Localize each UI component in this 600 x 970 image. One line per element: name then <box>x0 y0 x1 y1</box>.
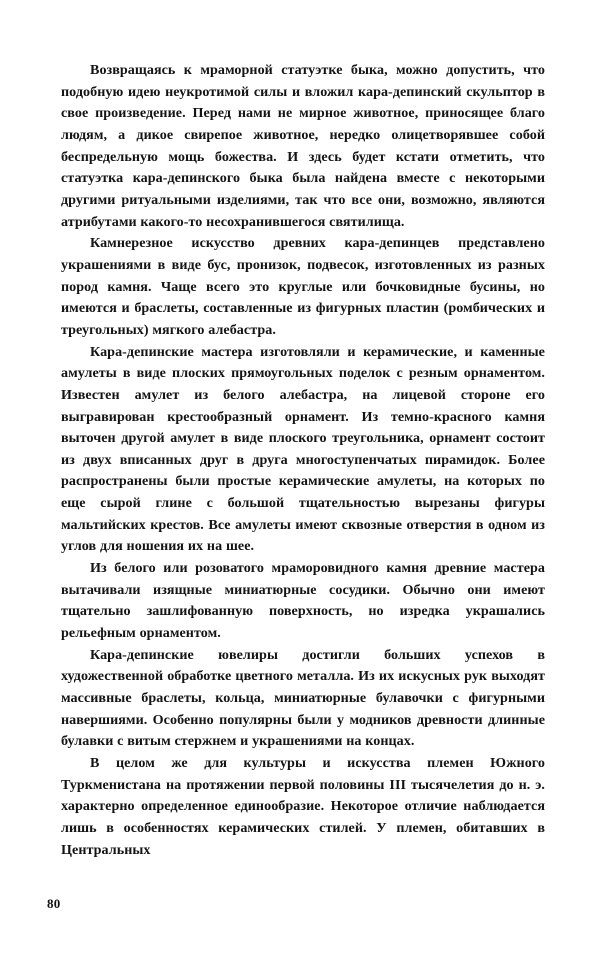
paragraph: Кара-депинские ювелиры достигли больших успехов в художественной обработке цветного металла. Из их искусных рук выходят массивные браслеты, кольца, миниатюрные булавочки с фигурными навершиями. Особенно популярны были у модников древности длинные булавки с витым стержнем и украшениями на концах. <box>61 646 545 750</box>
page-number: 80 <box>47 896 61 911</box>
page-body-text <box>61 60 545 861</box>
paragraph: Возвращаясь к мраморной статуэтке быка, можно допустить, что подобную идею неукротимой силы и вложил кара-депинский скульптор в свое произведение. Перед нами не мирное животное, приносящее благо людям, а дикое свирепое животное, нередко олицетворявшее собой беспредельную мощь божества. И здесь будет кстати отметить, что статуэтка кара-депинского быка была найдена вместе с некоторыми другими ритуальными изделиями, так что все они, возможно, являются атрибутами какого-то несохранившегося святилища. <box>61 62 545 230</box>
paragraph: Камнерезное искусство древних кара-депинцев представлено украшениями в виде бус, пронизок, подвесок, изготовленных из разных пород камня. Чаще всего это круглые или бочковидные бусины, но имеются и браслеты, составленные из фигурных пластин (ромбических и треугольных) мягкого алебастра. <box>61 235 545 338</box>
paragraph: В целом же для культуры и искусства племен Южного Туркменистана на протяжении первой половины III тысячелетия до н. э. характерно определенное единообразие. Некоторое отличие наблюдается лишь в особенностях керамических стилей. У племен, обитавших в Центральных <box>61 755 545 858</box>
paragraph: Кара-депинские мастера изготовляли и керамические, и каменные амулеты в виде плоских прямоугольных поделок с резным орнаментом. Известен амулет из белого алебастра, на лицевой стороне его выгравирован крестообразный орнамент. Из темно-красного камня выточен другой амулет в виде плоского треугольника, орнамент состоит из двух вписанных друг в друга многоступенчатых пирамидок. Более распространены были простые керамические амулеты, на которых по еще сырой глине с большой тщательностью вырезаны фигуры мальтийских крестов. Все амулеты имеют сквозные отверстия в одном из углов для ношения их на шее. <box>61 343 545 555</box>
paragraph: Из белого или розоватого мраморовидного камня древние мастера вытачивали изящные миниатюрные сосудики. Обычно они имеют тщательно зашлифованную поверхность, но изредка украшались рельефным орнаментом. <box>61 560 545 642</box>
